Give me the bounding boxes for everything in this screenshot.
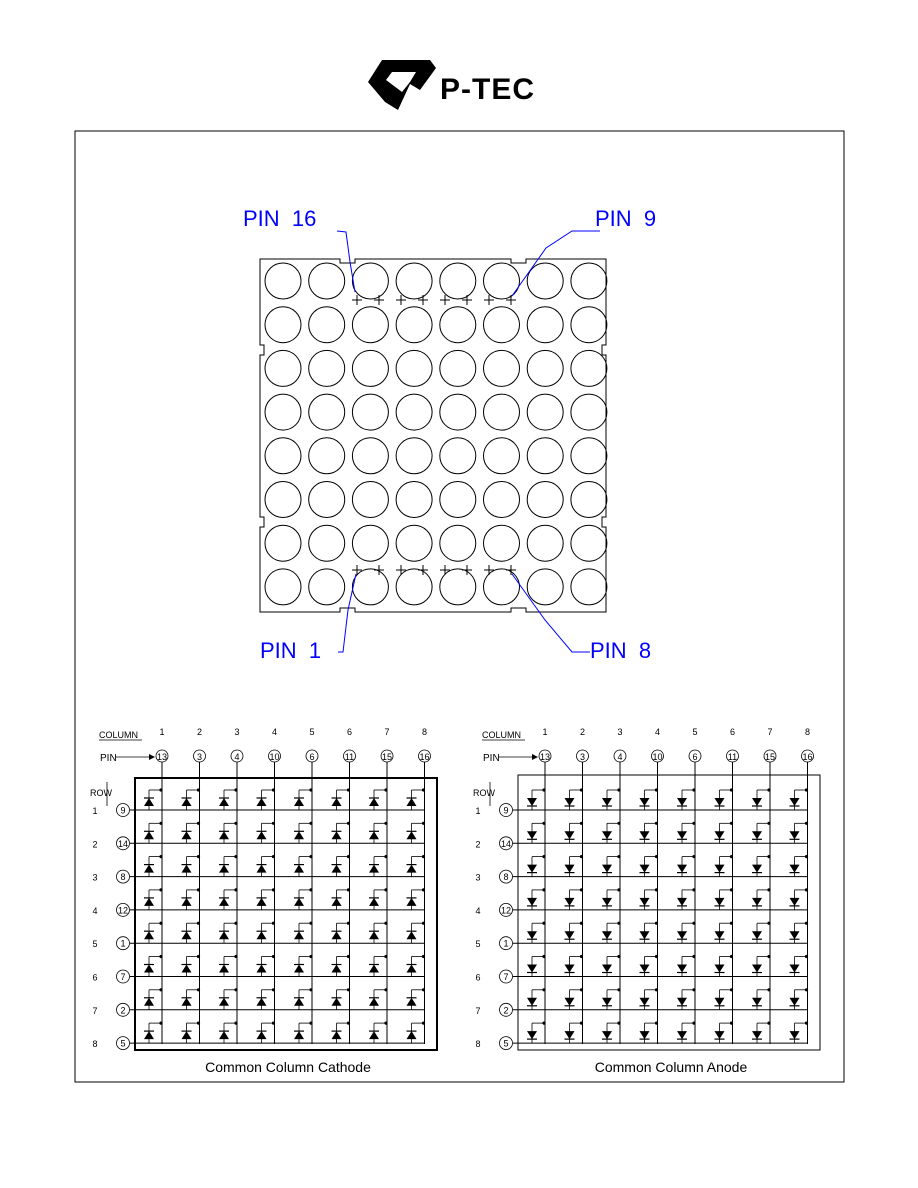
row-pin-number: 8 — [503, 872, 509, 883]
led-diode — [332, 922, 351, 944]
led-diode — [294, 888, 313, 910]
led-diode — [257, 955, 276, 977]
pin-marker — [462, 295, 472, 305]
column-pin-number: 4 — [617, 752, 623, 762]
row-number: 8 — [475, 1039, 481, 1050]
led-dot — [571, 263, 607, 299]
row-pin-number: 7 — [120, 972, 126, 982]
schematic-title: Common Column Cathode — [205, 1059, 371, 1075]
led-diode — [677, 922, 696, 944]
led-diode — [677, 822, 696, 844]
column-number: 2 — [196, 727, 203, 737]
led-dot — [571, 307, 607, 343]
schematic-title: Common Column Anode — [594, 1059, 748, 1075]
led-dot — [571, 394, 607, 430]
led-diode — [790, 788, 809, 810]
led-dot — [571, 569, 607, 605]
led-dot — [396, 438, 432, 474]
led-dot — [396, 394, 432, 430]
led-dot — [440, 438, 476, 474]
led-diode — [144, 822, 163, 844]
led-diode — [677, 888, 696, 910]
led-dot — [309, 482, 345, 518]
led-diode — [182, 922, 201, 944]
led-diode — [602, 822, 621, 844]
led-diode — [602, 955, 621, 977]
led-diode — [219, 855, 238, 877]
column-pin-number: 13 — [539, 752, 551, 762]
column-number: 3 — [234, 727, 240, 737]
led-diode — [219, 888, 238, 910]
column-pin-number: 4 — [234, 752, 240, 762]
column-pin-number: 15 — [764, 752, 776, 762]
led-diode — [640, 1022, 659, 1044]
led-diode — [640, 855, 659, 877]
led-diode — [182, 955, 201, 977]
column-header-label: COLUMN — [99, 730, 139, 740]
row-number: 3 — [475, 872, 481, 883]
led-diode — [527, 788, 546, 810]
led-diode — [790, 822, 809, 844]
led-diode — [677, 955, 696, 977]
led-diode — [715, 788, 734, 810]
column-number: 7 — [384, 727, 390, 737]
led-dot — [265, 525, 301, 561]
led-dot — [527, 525, 563, 561]
column-pin-number: 10 — [269, 752, 280, 762]
led-diode — [407, 1022, 426, 1044]
led-dot — [484, 525, 520, 561]
led-diode — [257, 1022, 276, 1044]
led-diode — [602, 888, 621, 910]
row-pin-number: 2 — [503, 1005, 509, 1016]
pin-marker — [374, 295, 384, 305]
pin-8-label: PIN 8 — [590, 638, 652, 663]
pin-header-label: PIN — [100, 753, 117, 764]
led-diode — [565, 888, 584, 910]
column-pin-number: 11 — [344, 752, 355, 762]
led-diode — [715, 955, 734, 977]
row-header-label: ROW — [473, 788, 495, 798]
led-dot — [265, 263, 301, 299]
led-diode — [332, 788, 351, 810]
led-diode — [527, 988, 546, 1010]
row-number: 2 — [475, 839, 481, 850]
led-diode — [332, 1022, 351, 1044]
led-diode — [407, 888, 426, 910]
led-diode — [369, 1022, 388, 1044]
column-number: 1 — [542, 727, 548, 737]
led-diode — [565, 988, 584, 1010]
pin-marker — [506, 565, 516, 575]
row-number: 1 — [475, 806, 481, 816]
led-diode — [640, 788, 659, 810]
led-dot — [396, 482, 432, 518]
led-diode — [219, 1022, 238, 1044]
led-dot — [265, 569, 301, 605]
led-diode — [294, 822, 313, 844]
led-diode — [332, 988, 351, 1010]
led-diode — [369, 955, 388, 977]
row-pin-number: 14 — [117, 838, 129, 849]
led-dot — [571, 482, 607, 518]
led-diode — [369, 822, 388, 844]
schematic-common-cathode — [90, 727, 437, 1075]
row-number: 3 — [92, 872, 98, 883]
led-diode — [752, 988, 771, 1010]
led-diode — [752, 888, 771, 910]
pin-1-leader — [338, 574, 356, 652]
led-diode — [219, 922, 238, 944]
led-diode — [369, 788, 388, 810]
led-diode — [715, 855, 734, 877]
column-pin-number: 15 — [381, 752, 393, 762]
led-diode — [565, 822, 584, 844]
led-diode — [332, 955, 351, 977]
pin-marker — [352, 565, 362, 575]
row-number: 1 — [92, 806, 98, 816]
column-number: 6 — [346, 727, 353, 737]
led-diode — [527, 955, 546, 977]
led-dot — [309, 263, 345, 299]
column-number: 8 — [421, 727, 428, 737]
row-pin-number: 2 — [120, 1005, 126, 1016]
led-diode — [790, 888, 809, 910]
row-pin-number: 1 — [120, 938, 126, 949]
led-dot — [309, 307, 345, 343]
led-diode — [407, 788, 426, 810]
led-dot — [484, 307, 520, 343]
led-diode — [565, 1022, 584, 1044]
led-dot — [571, 350, 607, 386]
led-diode — [294, 988, 313, 1010]
led-diode — [144, 1022, 163, 1044]
led-diode — [294, 788, 313, 810]
led-diode — [144, 888, 163, 910]
led-diode — [677, 788, 696, 810]
row-header-label: ROW — [90, 788, 112, 798]
led-diode — [715, 888, 734, 910]
led-diode — [527, 888, 546, 910]
led-diode — [640, 955, 659, 977]
led-diode — [752, 788, 771, 810]
led-dot — [484, 482, 520, 518]
row-number: 5 — [475, 939, 481, 950]
led-diode — [715, 922, 734, 944]
pin-marker — [484, 565, 494, 575]
led-diode — [332, 855, 351, 877]
led-dot — [396, 263, 432, 299]
led-dot — [352, 482, 388, 518]
led-diode — [369, 922, 388, 944]
column-number: 3 — [617, 727, 623, 737]
led-diode — [602, 1022, 621, 1044]
led-dot — [484, 394, 520, 430]
led-diode — [527, 855, 546, 877]
led-diode — [677, 1022, 696, 1044]
row-pin-number: 7 — [503, 972, 509, 982]
led-diode — [257, 855, 276, 877]
led-diode — [407, 855, 426, 877]
led-dot — [265, 350, 301, 386]
column-pin-number: 11 — [727, 752, 738, 762]
led-diode — [602, 788, 621, 810]
led-diode — [602, 922, 621, 944]
row-number: 6 — [92, 972, 98, 983]
led-diode — [294, 922, 313, 944]
row-number: 7 — [475, 1005, 481, 1016]
pin-marker — [440, 565, 450, 575]
column-pin-number: 6 — [309, 752, 315, 762]
led-diode — [790, 988, 809, 1010]
led-diode — [294, 855, 313, 877]
led-diode — [144, 788, 163, 810]
led-dot — [484, 438, 520, 474]
led-diode — [790, 1022, 809, 1044]
led-diode — [294, 955, 313, 977]
column-number: 2 — [579, 727, 586, 737]
column-pin-number: 16 — [802, 752, 813, 762]
led-dot — [571, 525, 607, 561]
led-dot — [440, 350, 476, 386]
led-dot — [309, 350, 345, 386]
led-diode — [257, 822, 276, 844]
led-diode — [369, 855, 388, 877]
led-diode — [602, 855, 621, 877]
row-pin-number: 5 — [120, 1038, 126, 1049]
led-diode — [332, 888, 351, 910]
led-diode — [527, 922, 546, 944]
led-dot — [352, 525, 388, 561]
led-dot — [527, 263, 563, 299]
led-diode — [182, 822, 201, 844]
led-dot — [309, 525, 345, 561]
led-diode — [640, 922, 659, 944]
led-dot — [527, 482, 563, 518]
pin-marker — [506, 295, 516, 305]
row-number: 7 — [92, 1005, 98, 1016]
led-diode — [565, 955, 584, 977]
led-diode — [219, 788, 238, 810]
led-diode — [257, 988, 276, 1010]
pin-9-label: PIN 9 — [595, 206, 657, 231]
led-diode — [182, 988, 201, 1010]
led-diode — [407, 822, 426, 844]
led-diode — [752, 822, 771, 844]
column-number: 5 — [692, 727, 698, 737]
led-diode — [752, 922, 771, 944]
led-diode — [144, 855, 163, 877]
drawing-frame — [75, 131, 844, 1082]
led-diode — [144, 922, 163, 944]
led-dot — [440, 307, 476, 343]
pin-16-label: PIN 16 — [243, 206, 317, 231]
led-dot — [265, 307, 301, 343]
row-pin-number: 9 — [503, 805, 509, 816]
led-dot — [309, 394, 345, 430]
led-dot — [265, 394, 301, 430]
pin-marker — [418, 295, 428, 305]
led-diode — [332, 822, 351, 844]
column-number: 5 — [309, 727, 315, 737]
led-diode — [715, 988, 734, 1010]
led-dot — [396, 525, 432, 561]
led-diode — [677, 988, 696, 1010]
led-diode — [369, 888, 388, 910]
row-pin-number: 1 — [503, 938, 509, 949]
column-number: 8 — [804, 727, 811, 737]
led-diode — [407, 988, 426, 1010]
led-dot — [352, 569, 388, 605]
row-pin-number: 8 — [120, 872, 126, 883]
led-dot — [527, 350, 563, 386]
row-pin-number: 9 — [120, 805, 126, 816]
led-diode — [640, 988, 659, 1010]
led-dot — [265, 438, 301, 474]
led-diode — [182, 855, 201, 877]
led-dot — [352, 350, 388, 386]
led-diode — [565, 788, 584, 810]
led-diode — [527, 1022, 546, 1044]
column-pin-number: 6 — [692, 752, 698, 762]
row-number: 4 — [92, 905, 98, 916]
led-dot — [571, 438, 607, 474]
led-diode — [715, 822, 734, 844]
led-diode — [752, 1022, 771, 1044]
row-pin-number: 14 — [500, 838, 512, 849]
led-dot — [265, 482, 301, 518]
pin-callouts — [243, 206, 656, 663]
pin-8-leader — [512, 574, 590, 652]
led-diode — [407, 955, 426, 977]
led-diode — [565, 922, 584, 944]
led-diode — [219, 988, 238, 1010]
row-number: 8 — [92, 1039, 98, 1050]
led-dot — [309, 569, 345, 605]
led-diode — [294, 1022, 313, 1044]
led-dot — [527, 438, 563, 474]
row-number: 4 — [475, 905, 481, 916]
led-dot — [396, 350, 432, 386]
schematic-common-anode — [473, 727, 820, 1075]
led-diode — [640, 888, 659, 910]
led-diode — [640, 822, 659, 844]
led-diode — [257, 888, 276, 910]
row-number: 6 — [475, 972, 481, 983]
led-diode — [752, 855, 771, 877]
led-diode — [219, 955, 238, 977]
matrix-box — [518, 775, 820, 1050]
column-number: 4 — [271, 727, 278, 737]
row-number: 5 — [92, 939, 98, 950]
row-pin-number: 12 — [500, 905, 512, 916]
led-dot — [309, 438, 345, 474]
column-pin-number: 13 — [156, 752, 168, 762]
led-diode — [602, 988, 621, 1010]
led-dot — [527, 394, 563, 430]
led-dot — [352, 307, 388, 343]
led-dot — [484, 350, 520, 386]
led-diode — [790, 922, 809, 944]
led-diode — [369, 988, 388, 1010]
column-number: 1 — [159, 727, 165, 737]
led-diode — [144, 955, 163, 977]
led-dot — [440, 394, 476, 430]
led-diode — [182, 1022, 201, 1044]
led-diode — [715, 1022, 734, 1044]
led-diode — [182, 788, 201, 810]
column-pin-number: 3 — [196, 752, 203, 762]
led-diode — [257, 922, 276, 944]
led-diode — [565, 855, 584, 877]
led-dot — [527, 307, 563, 343]
column-number: 6 — [729, 727, 736, 737]
led-diode — [527, 822, 546, 844]
led-dot — [527, 569, 563, 605]
pin-marker — [396, 565, 406, 575]
column-pin-number: 16 — [419, 752, 430, 762]
column-pin-number: 3 — [579, 752, 586, 762]
matrix-box — [135, 778, 437, 1050]
led-diode — [790, 955, 809, 977]
led-dot — [352, 263, 388, 299]
led-diode — [144, 988, 163, 1010]
row-number: 2 — [92, 839, 98, 850]
led-diode — [219, 822, 238, 844]
header — [368, 60, 535, 110]
column-number: 4 — [654, 727, 661, 737]
column-number: 7 — [767, 727, 773, 737]
package-drawing — [260, 259, 607, 612]
led-dot — [440, 263, 476, 299]
led-diode — [407, 922, 426, 944]
row-pin-number: 12 — [117, 905, 129, 916]
column-header-label: COLUMN — [482, 730, 522, 740]
led-dot — [352, 438, 388, 474]
row-pin-number: 5 — [503, 1038, 509, 1049]
pin-1-label: PIN 1 — [260, 638, 322, 663]
led-diode — [677, 855, 696, 877]
brand-name: P-TEC — [440, 73, 535, 106]
column-pin-number: 10 — [652, 752, 663, 762]
pin-header-label: PIN — [483, 753, 500, 764]
led-diode — [790, 855, 809, 877]
p-tec-logo-icon — [368, 60, 436, 110]
led-diode — [182, 888, 201, 910]
led-dot — [440, 525, 476, 561]
led-dot — [352, 394, 388, 430]
led-diode — [752, 955, 771, 977]
led-diode — [257, 788, 276, 810]
led-dot — [396, 307, 432, 343]
led-dot — [440, 482, 476, 518]
